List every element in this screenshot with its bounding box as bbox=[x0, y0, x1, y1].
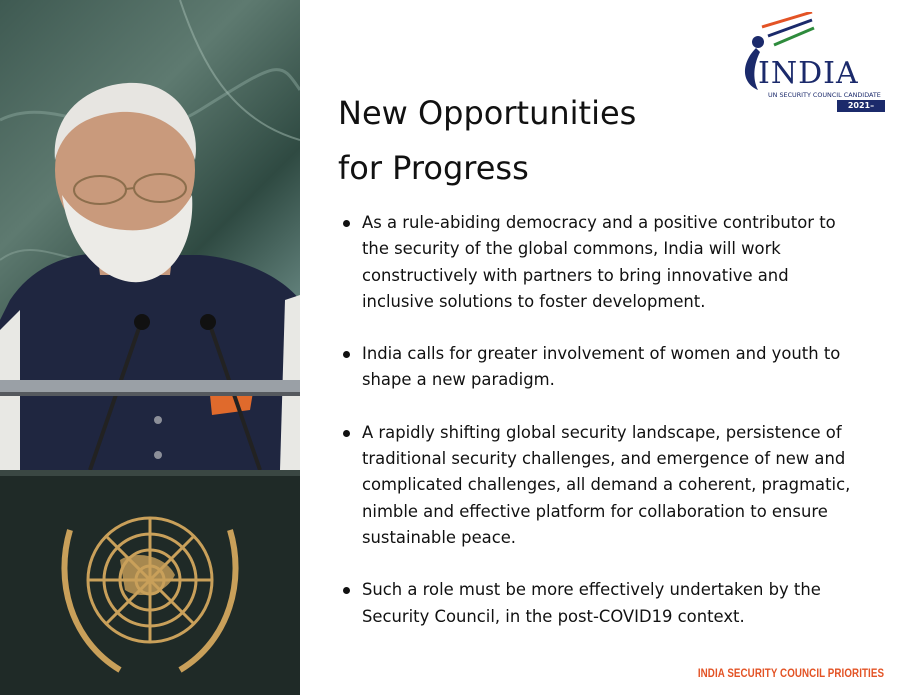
speaker-illustration bbox=[0, 0, 300, 695]
title-line-2: for Progress bbox=[338, 149, 529, 187]
list-item bbox=[343, 420, 863, 551]
list-item-text: India calls for greater involvement of women and youth to shape a new paradigm. bbox=[362, 344, 841, 390]
logo-subtitle: UN SECURITY COUNCIL CANDIDATE bbox=[768, 91, 881, 99]
priority-list bbox=[343, 210, 863, 656]
list-item-text: Such a role must be more effectively undertaken by the Security Council, in the post-COVID19 context. bbox=[362, 580, 821, 626]
title-line-1: New Opportunities bbox=[338, 94, 637, 132]
footer-label: INDIA SECURITY COUNCIL PRIORITIES bbox=[697, 668, 884, 680]
bullet-icon bbox=[343, 430, 350, 437]
logo-word: INDIA bbox=[758, 56, 859, 91]
list-item-text: As a rule-abiding democracy and a positive contributor to the security of the global commons, India will work constructively with partners to bring innovative and inclusive solutions to foster development. bbox=[362, 213, 836, 311]
bullet-icon bbox=[343, 351, 350, 358]
page-title bbox=[338, 86, 718, 196]
list-item bbox=[343, 210, 863, 315]
logo-years-badge: 2021–2022 bbox=[837, 100, 885, 112]
bullet-icon bbox=[343, 587, 350, 594]
india-unsc-logo bbox=[732, 12, 892, 122]
list-item-text: A rapidly shifting global security landscape, persistence of traditional security challenges, and emergence of new and complicated challenges, all demand a coherent, pragmatic, nimble and effective platform for collaboration to ensure sustainable peace. bbox=[362, 422, 851, 547]
bullet-icon bbox=[343, 220, 350, 227]
list-item bbox=[343, 341, 863, 394]
list-item bbox=[343, 577, 863, 630]
speaker-photo bbox=[0, 0, 300, 695]
